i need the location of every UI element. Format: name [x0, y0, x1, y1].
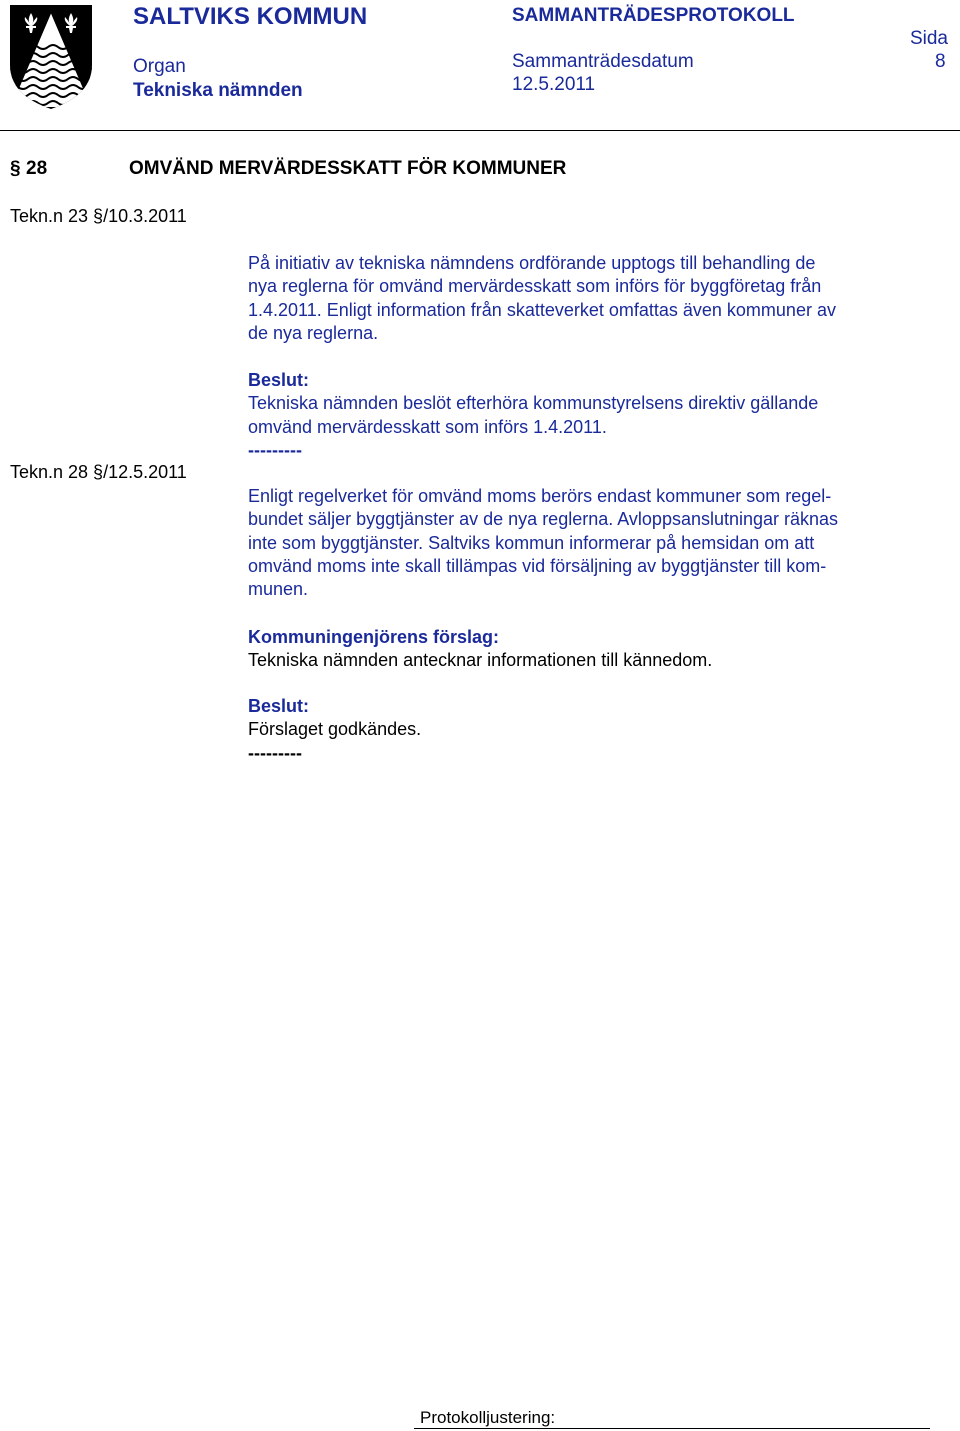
reference-first: Tekn.n 23 §/10.3.2011: [10, 206, 187, 226]
intro-line: På initiativ av tekniska nämndens ordförande upptogs till behandling de: [248, 253, 816, 273]
intro-line: de nya reglerna.: [248, 322, 379, 343]
separator: ---------: [248, 742, 302, 763]
page-label: Sida: [909, 28, 948, 49]
decision-heading: Beslut:: [248, 696, 310, 716]
info-line: Enligt regelverket för omvänd moms berörs endast kommuner som regel-: [248, 486, 832, 506]
intro-line: nya reglerna för omvänd mervärdesskatt som införs för byggföretag från: [248, 276, 822, 297]
document-type: SAMMANTRÄDESPROTOKOLL: [512, 5, 795, 26]
decision-heading: Beslut:: [248, 370, 310, 390]
info-line: munen.: [248, 579, 309, 600]
info-line: omvänd moms inte skall tillämpas vid försäljning av byggtjänster till kom-: [248, 555, 827, 576]
separator: ---------: [248, 439, 302, 460]
section-number: 28: [26, 158, 48, 179]
decision-second: [248, 695, 421, 765]
date-value: 12.5.2011: [512, 74, 596, 95]
proposal-heading: Kommuningenjörens förslag:: [248, 627, 500, 647]
proposal-text: Tekniska nämnden antecknar informationen till kännedom.: [248, 650, 713, 671]
intro-paragraph: [248, 252, 836, 345]
info-line: inte som byggtjänster. Saltviks kommun informerar på hemsidan om att: [248, 532, 815, 553]
info-paragraph: [248, 485, 838, 601]
organ-value: Tekniska nämnden: [133, 80, 303, 101]
decision-text: Förslaget godkändes.: [248, 719, 422, 740]
reference-second: Tekn.n 28 §/12.5.2011: [10, 462, 187, 482]
signature-label: Protokolljustering:: [420, 1408, 556, 1427]
municipality-crest: [8, 3, 94, 111]
proposal-block: [248, 626, 712, 673]
municipality-name: SALTVIKS KOMMUN: [133, 3, 368, 30]
signature-line: [414, 1428, 930, 1429]
section-symbol: §: [10, 158, 21, 179]
date-label: Sammanträdesdatum: [512, 51, 694, 72]
organ-label: Organ: [133, 56, 186, 77]
info-line: bundet säljer byggtjänster av de nya reglerna. Avloppsanslutningar räknas: [248, 509, 839, 530]
header-divider: [0, 130, 960, 131]
section-title: OMVÄND MERVÄRDESSKATT FÖR KOMMUNER: [129, 158, 567, 179]
decision-line: Tekniska nämnden beslöt efterhöra kommunstyrelsens direktiv gällande: [248, 393, 819, 414]
decision-line: omvänd mervärdesskatt som införs 1.4.2011.: [248, 416, 607, 437]
decision-first: [248, 369, 818, 462]
page-number: 8: [935, 51, 946, 72]
intro-line: 1.4.2011. Enligt information från skatteverket omfattas även kommuner av: [248, 299, 836, 320]
